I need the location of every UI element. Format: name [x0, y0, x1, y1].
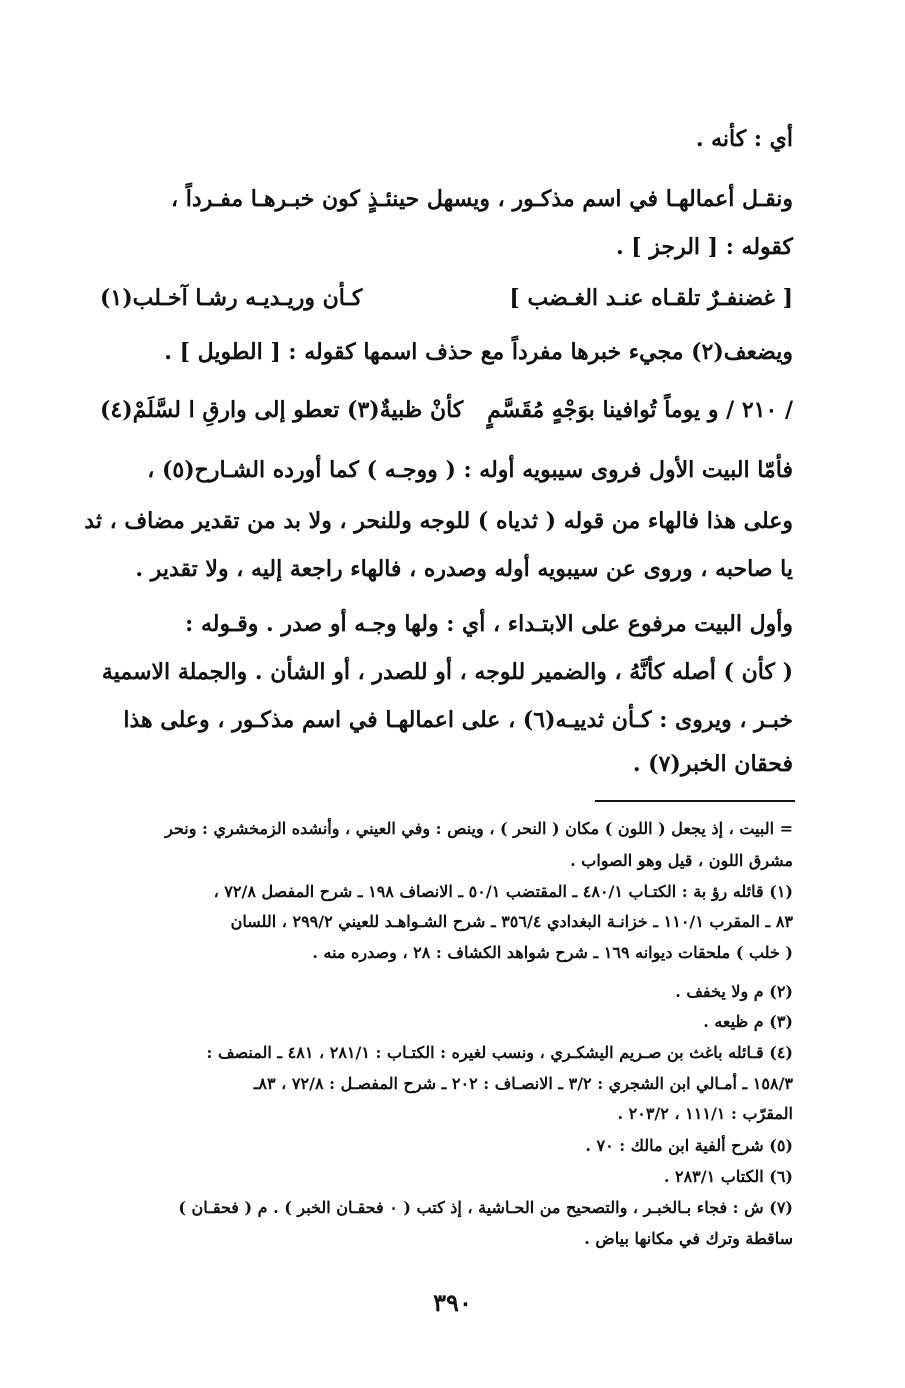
footnote-line: ( خلب ) ملحقات ديوانه ١٦٩ ـ شرح شواهد الكشاف : ٢٨ ، وصدره منه .	[312, 943, 793, 962]
body-line: كقوله : [ الرجز ] .	[615, 234, 793, 260]
verse-hemistich: [ غضنفـرٌ تلقـاه عنـد الغـضب ]	[509, 285, 793, 311]
body-line: ونقـل أعمالهـا في اسم مذكـور ، ويسهل حينئـذٍ كون خبـرهـا مفـرداً ،	[170, 186, 793, 212]
body-line: فأمّا البيت الأول فروى سيبويه أوله : ( ووجـه ) كما أورده الشـارح(٥) ،	[147, 457, 793, 483]
footnote-line: (٣) م ظيعه .	[703, 1012, 793, 1031]
footnote-line: (٥) شرح ألفية ابن مالك : ٧٠ .	[585, 1136, 793, 1155]
body-line: وأول البيت مرفوع على الابتـداء ، أي : ولها وجـه أو صدر . وقـوله :	[185, 611, 793, 637]
footnote-line: (٢) م ولا يخفف .	[675, 982, 793, 1001]
body-line: ( كأن ) أصله كأنَّهُ ، والضمير للوجه ، أو للصدر ، أو الشأن . والجملة الاسمية	[101, 659, 793, 685]
body-line: يا صاحبه ، وروى عن سيبويه أوله وصدره ، فالهاء راجعة إليه ، ولا تقدير .	[135, 556, 793, 582]
body-line: أي : كأنه .	[695, 126, 793, 152]
verse-hemistich: كـأن وريـديـه رشـا آخـلب(١)	[100, 285, 363, 311]
footnote-divider	[595, 800, 795, 802]
page-number: ٣٩٠	[433, 1288, 472, 1317]
footnote-line: (١) قائله رؤ بة : الكتـاب ٤٨٠/١ ـ المقتضب ٥٠/١ ـ الانصاف ١٩٨ ـ شرح المفصل ٧٢/٨ ،	[213, 882, 793, 901]
footnote-line: (٦) الكتاب ٢٨٣/١ .	[663, 1167, 793, 1186]
footnote-line: مشرق اللون ، قيل وهو الصواب .	[570, 851, 793, 870]
footnote-line: ساقطة وترك في مكانها بياض .	[584, 1229, 793, 1248]
body-line: وعلى هذا فالهاء من قوله ( ثدياه ) للوجه وللنحر ، ولا بد من تقدير مضاف ، ثد	[84, 508, 793, 534]
footnote-line: ١٥٨/٣ ـ أمـالي ابن الشجري : ٣/٢ ـ الانصـاف : ٢٠٢ ـ شرح المفصـل : ٧٢/٨ ، ٨٣ـ	[253, 1074, 793, 1093]
footnote-line: = البيت ، إذ يجعل ( اللون ) مكان ( النحر ) ، وينص : وفي العيني ، وأنشده الزمخشري : ونحر	[165, 819, 793, 838]
footnote-line: المقرّب : ١١١/١ ، ٢٠٣/٢ .	[617, 1104, 793, 1123]
body-line: خبـر ، ويروى : كـأن ثدييـه(٦) ، على اعمالهـا في اسم مذكـور ، وعلى هذا	[123, 707, 793, 733]
body-line: ويضعف(٢) مجيء خبرها مفرداً مع حذف اسمها كقوله : [ الطويل ] .	[164, 339, 793, 365]
body-line: فحقان الخبر(٧) .	[632, 751, 793, 777]
verse-hemistich: / ٢١٠ / و يوماً تُوافينا بوَجْهٍ مُقَسَّمٍ	[487, 397, 793, 423]
footnote-line: ٨٣ ـ المقرب ١١٠/١ ـ خزانـة البغدادي ٣٥٦/٤ ـ شرح الشـواهـد للعيني ٢٩٩/٢ ، اللسان	[230, 912, 793, 931]
verse-hemistich: كأنْ ظبيةٌ(٣) تعطو إلى وارقِ ا لسَّلَمْ(٤)	[100, 397, 464, 423]
footnote-line: (٧) ش : فجاء بـالخبـر ، والتصحيح من الحـاشية ، إذ كتب ( ٠ فحقـان الخبر ) . م ( فحقـان )	[178, 1198, 793, 1217]
footnote-line: (٤) قـائله باغث بن صـريم اليشكـري ، ونسب لغيره : الكتـاب : ٢٨١/١ ، ٤٨١ ـ المنصف :	[206, 1043, 793, 1062]
